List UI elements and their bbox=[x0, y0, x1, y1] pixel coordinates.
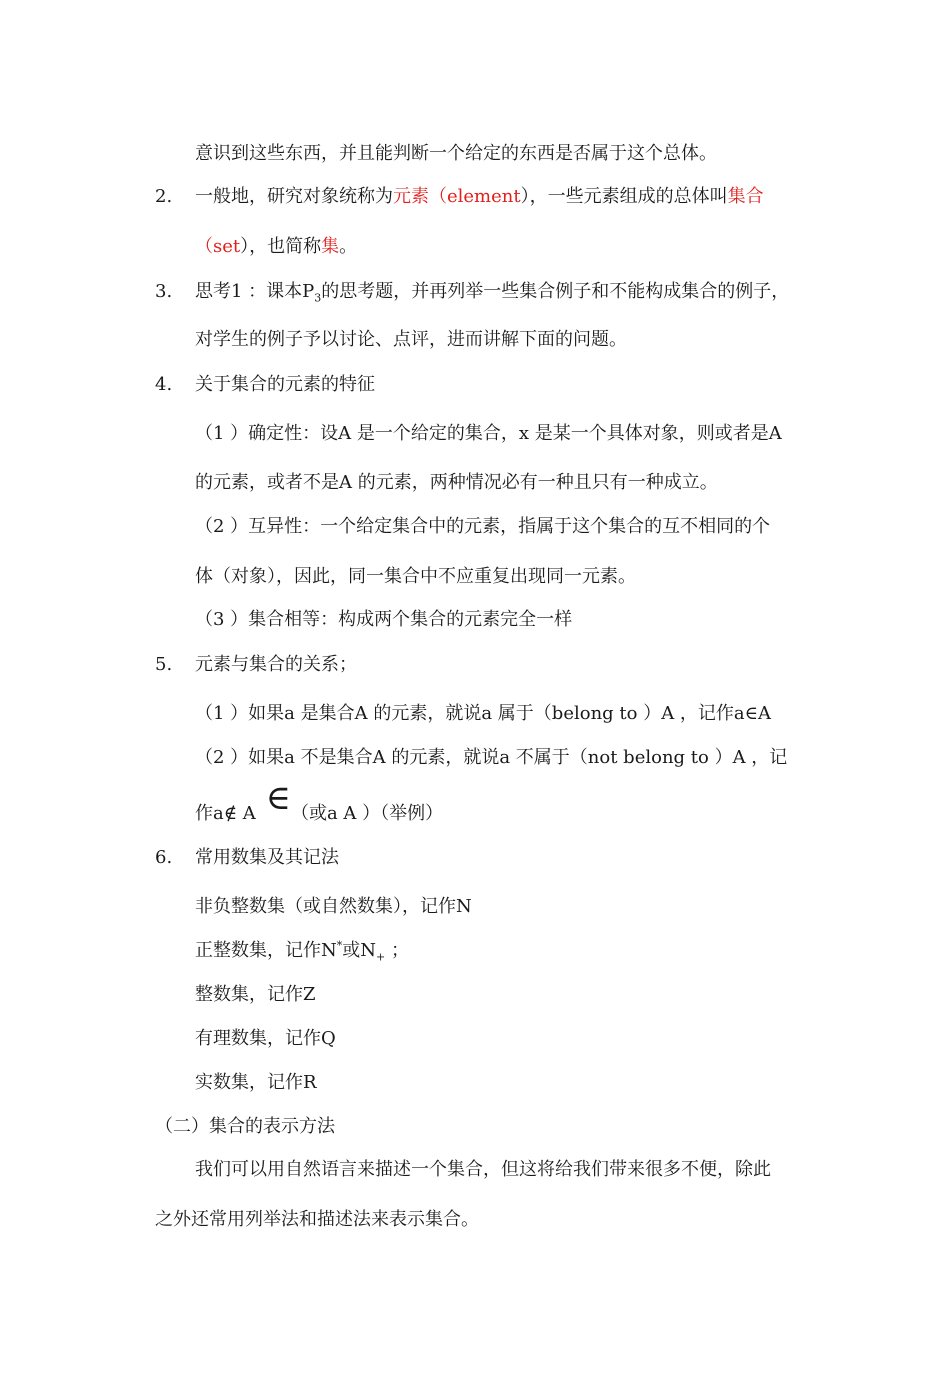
paragraph-line: 实数集，记作R bbox=[195, 1072, 317, 1093]
term-set-en: set bbox=[213, 236, 241, 257]
term-element-en: element bbox=[447, 186, 521, 207]
paragraph-line: （3 ）集合相等：构成两个集合的元素完全一样 bbox=[195, 609, 573, 630]
paragraph-line: 正整数集，记作N*或$N_+$ ； bbox=[195, 939, 409, 964]
term-set-short: 集 bbox=[321, 236, 340, 257]
paragraph-line: 作a∉ A ∈（或a A ）（举例） bbox=[195, 778, 444, 824]
paragraph-line: 整数集，记作Z bbox=[195, 984, 316, 1005]
paragraph-line: （1 ）如果a 是集合A 的元素，就说a 属于（belong to ）A ，记作a∈A bbox=[195, 703, 771, 724]
list-number: 4. bbox=[155, 374, 173, 395]
list-number: 5. bbox=[155, 654, 173, 675]
paragraph-line: 对学生的例子予以讨论、点评，进而讲解下面的问题。 bbox=[195, 329, 627, 350]
paragraph-line: 一般地，研究对象统称为元素（element），一些元素组成的总体叫集合 bbox=[195, 186, 764, 207]
paragraph-line: 意识到这些东西，并且能判断一个给定的东西是否属于这个总体。 bbox=[195, 143, 717, 164]
paragraph-line: （2 ）互异性：一个给定集合中的元素，指属于这个集合的互不相同的个 bbox=[195, 516, 771, 537]
paragraph-line: 体（对象），因此，同一集合中不应重复出现同一元素。 bbox=[195, 566, 636, 587]
paragraph-line: 有理数集，记作Q bbox=[195, 1028, 336, 1049]
paragraph-line: 我们可以用自然语言来描述一个集合，但这将给我们带来很多不便，除此 bbox=[195, 1159, 771, 1180]
term-element: 元素 bbox=[393, 186, 429, 207]
paragraph-line: 思考1 ：课本$P_3$的思考题，并再列举一些集合例子和不能构成集合的例子， bbox=[195, 281, 790, 305]
paragraph-line: （2 ）如果a 不是集合A 的元素，就说a 不属于（not belong to ）A ，记 bbox=[195, 747, 788, 768]
section-heading: 常用数集及其记法 bbox=[195, 847, 339, 868]
section-heading: （二）集合的表示方法 bbox=[155, 1116, 335, 1137]
list-number: 2. bbox=[155, 186, 173, 207]
section-heading: 元素与集合的关系； bbox=[195, 654, 357, 675]
list-number: 6. bbox=[155, 847, 173, 868]
term-set: 集合 bbox=[727, 186, 764, 207]
element-of-symbol: ∈ bbox=[265, 778, 291, 818]
paragraph-line: 之外还常用列举法和描述法来表示集合。 bbox=[155, 1209, 479, 1230]
paragraph-line: 非负整数集（或自然数集），记作N bbox=[195, 896, 472, 917]
paragraph-line: 的元素，或者不是A 的元素，两种情况必有一种且只有一种成立。 bbox=[195, 472, 718, 493]
paragraph-line: （1 ）确定性：设A 是一个给定的集合，x 是某一个具体对象，则或者是A bbox=[195, 423, 782, 444]
list-number: 3. bbox=[155, 281, 173, 302]
section-heading: 关于集合的元素的特征 bbox=[195, 374, 375, 395]
paragraph-line: （set），也简称集。 bbox=[195, 236, 358, 257]
